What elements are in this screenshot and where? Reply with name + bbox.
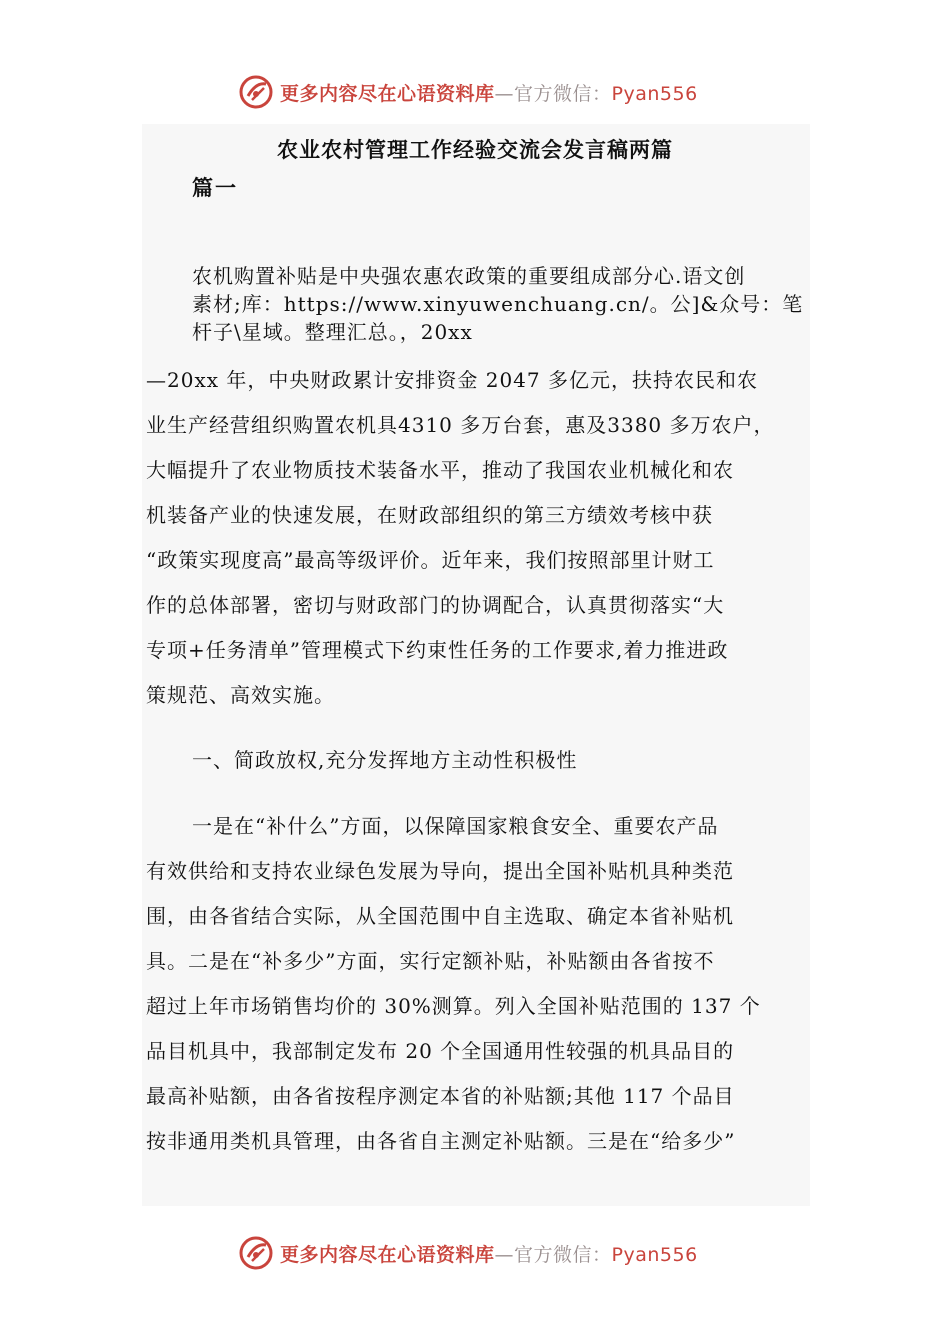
paragraph-line: 围，由各省结合实际，从全国范围中自主选取、确定本省补贴机 <box>146 904 734 928</box>
banner-separator: — <box>494 1243 515 1266</box>
banner-wechat-id: Pyan556 <box>611 82 698 105</box>
brand-logo-icon <box>238 74 274 110</box>
paragraph-line: 业生产经营组织购置农机具4310 多万台套，惠及3380 多万农户， <box>146 413 775 437</box>
paragraph-line: 具。二是在“补多少”方面，实行定额补贴，补贴额由各省按不 <box>146 949 715 973</box>
banner-library-name: 更多内容尽在心语资料库 <box>280 82 495 105</box>
banner-wechat-id: Pyan556 <box>611 1243 698 1266</box>
banner-text <box>280 1240 698 1267</box>
paragraph-line: —20xx 年，中央财政累计安排资金 2047 多亿元，扶持农民和农 <box>146 368 758 392</box>
paragraph-line: 作的总体部署，密切与财政部门的协调配合，认真贯彻落实“大 <box>146 593 725 617</box>
paragraph-line: 品目机具中，我部制定发布 20 个全国通用性较强的机具品目的 <box>146 1039 735 1063</box>
intro-paragraph: 农机购置补贴是中央强农惠农政策的重要组成部分心.语文创 素材;库：https://www.xinyuwenchuang.cn/。公]&众号：笔 杆子\星域。整理汇总。，20xx <box>192 264 804 344</box>
banner-wechat-label: 官方微信： <box>514 82 612 105</box>
paragraph-line: 机装备产业的快速发展，在财政部组织的第三方绩效考核中获 <box>146 503 713 527</box>
paragraph-line: 策规范、高效实施。 <box>146 683 335 707</box>
brand-logo-icon <box>238 1235 274 1271</box>
banner-wechat-label: 官方微信： <box>514 1243 612 1266</box>
paragraph-line: 按非通用类机具管理，由各省自主测定补贴额。三是在“给多少” <box>146 1129 736 1153</box>
paragraph-line: “政策实现度高”最高等级评价。近年来，我们按照部里计财工 <box>146 548 715 572</box>
paragraph-line: 一是在“补什么”方面，以保障国家粮食安全、重要农产品 <box>192 814 719 838</box>
paragraph-line: 有效供给和支持农业绿色发展为导向，提出全国补贴机具种类范 <box>146 859 734 883</box>
header-banner <box>238 72 758 112</box>
section-heading: 篇一 <box>192 176 238 200</box>
paragraph-line: 超过上年市场销售均价的 30%测算。列入全国补贴范围的 137 个 <box>146 994 761 1018</box>
paragraph-line: 专项+任务清单”管理模式下约束性任务的工作要求,着力推进政 <box>146 638 729 662</box>
banner-text <box>280 79 698 106</box>
paragraph-line: 最高补贴额，由各省按程序测定本省的补贴额;其他 117 个品目 <box>146 1084 735 1108</box>
banner-separator: — <box>494 82 515 105</box>
banner-library-name: 更多内容尽在心语资料库 <box>280 1243 495 1266</box>
footer-banner <box>238 1233 758 1273</box>
document-title: 农业农村管理工作经验交流会发言稿两篇 <box>277 138 673 162</box>
paragraph-line: 大幅提升了农业物质技术装备水平，推动了我国农业机械化和农 <box>146 458 734 482</box>
subheading: 一、简政放权,充分发挥地方主动性积极性 <box>192 748 578 772</box>
